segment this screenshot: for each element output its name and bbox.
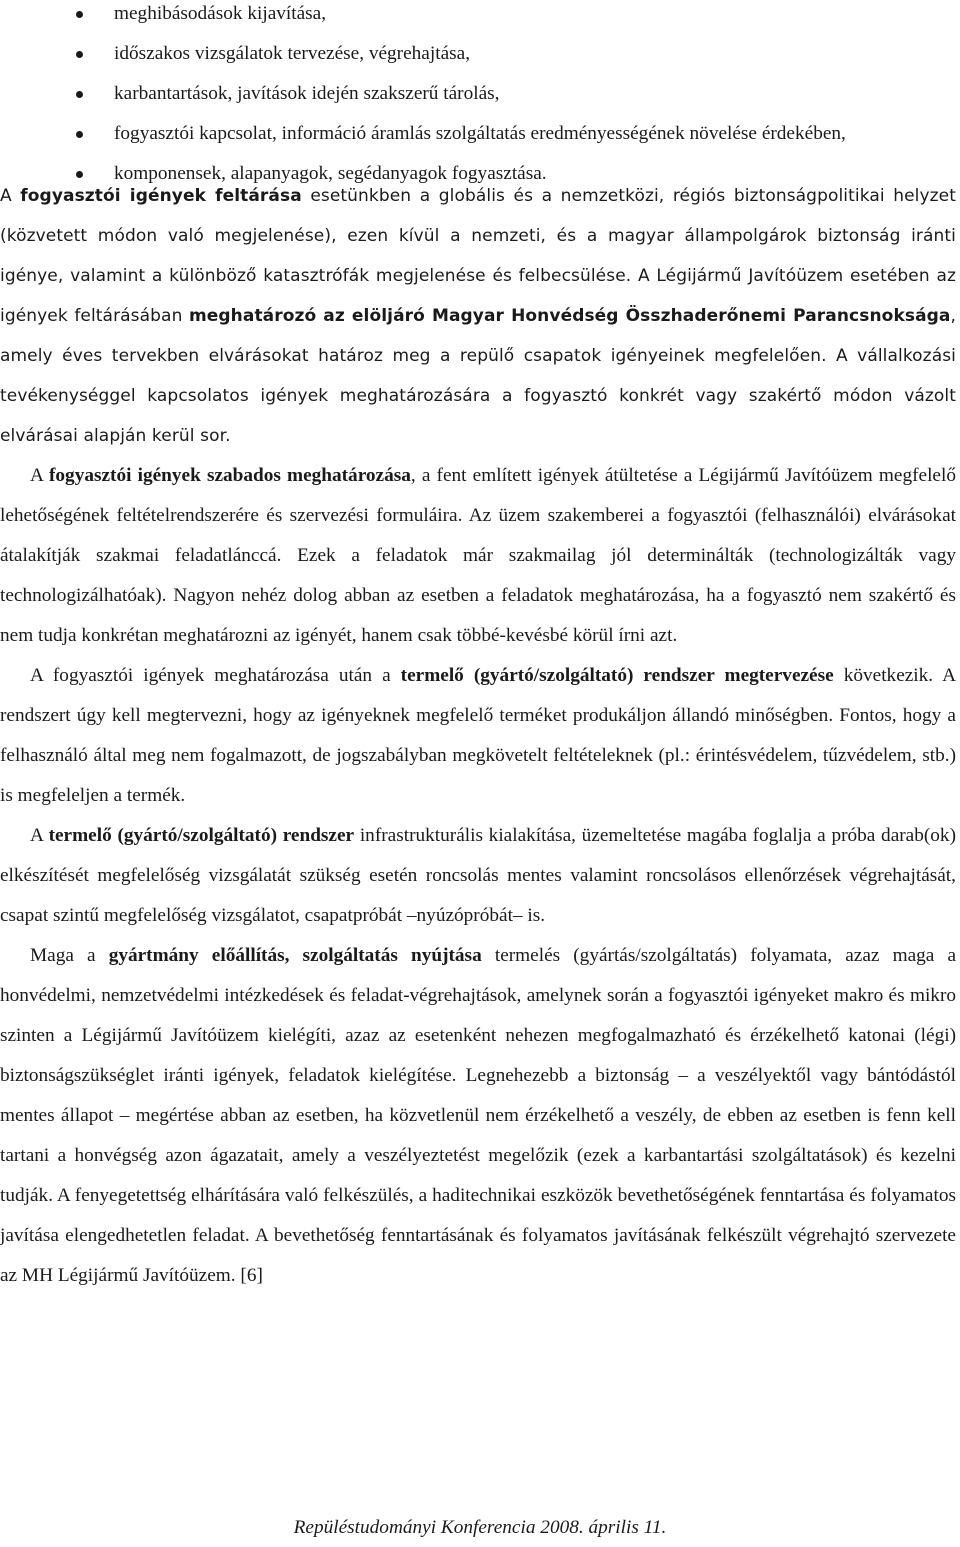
paragraph-manufacturing	[0, 936, 956, 1296]
bold-term: fogyasztói igények feltárása	[20, 186, 302, 206]
bullet-icon	[76, 131, 83, 138]
list-item	[0, 34, 960, 74]
text-run: A fogyasztói igények meghatározása után a	[30, 665, 401, 686]
text-run: termelés (gyártás/szolgáltatás) folyamata, azaz maga a honvédelmi, nemzetvédelmi intézkedések és feladat-végrehajtások, amelynek során a fogyasztói igényeket makro és mikro szinten a Légijármű Javítóüzem kielégíti, azaz az esetenként nehezen megfogalmazható és érzékelhető katonai (légi) biztonságszükséglet iránti igények, feladatok kielégítése. Legnehezebb a biztonság – a veszélyektől vagy bántódástól mentes állapot – megértése abban az esetben, ha közvetlenül nem érzékelhető a veszély, de ebben az esetben is fenn kell tartani a honvégség azon ágazatait, amely a veszélyeztetést megelőzik (ezek a karbantartási szolgáltatások) és kezelni tudják. A fenyegetettség elhárítására való felkészülés, a haditechnikai eszközök bevethetőségének fenntartása és folyamatos javítása elengedhetetlen feladat. A bevethetőség fenntartásának és folyamatos javításának felkészült végrehajtó szervezete az MH Légijármű Javítóüzem. [6]	[0, 945, 956, 1286]
bullet-icon	[76, 91, 83, 98]
bold-term: gyártmány előállítás, szolgáltatás nyújtása	[108, 945, 482, 966]
bullet-icon	[76, 11, 83, 18]
bullet-text: fogyasztói kapcsolat, információ áramlás szolgáltatás eredményességének növelése érdekében,	[114, 123, 846, 144]
bullet-text: komponensek, alapanyagok, segédanyagok fogyasztása.	[114, 163, 547, 184]
bullet-icon	[76, 51, 83, 58]
page-footer	[0, 1513, 960, 1543]
list-item	[0, 114, 960, 154]
list-item	[0, 74, 960, 114]
paragraph-consumer-needs	[0, 176, 956, 456]
paragraph-production-system	[0, 816, 956, 936]
bullet-text: meghibásodások kijavítása,	[114, 3, 327, 24]
text-run: Maga a	[30, 945, 109, 966]
footer-text: Repüléstudományi Konferencia 2008. április 11.	[293, 1517, 667, 1538]
bold-term: termelő (gyártó/szolgáltató) rendszer	[48, 825, 355, 846]
bullet-text: karbantartások, javítások idején szakszerű tárolás,	[114, 83, 500, 104]
paragraph-system-design	[0, 656, 956, 816]
bold-term: meghatározó az elöljáró Magyar Honvédség Összhaderőnemi Parancsnoksága	[188, 306, 951, 326]
list-item	[0, 0, 960, 34]
text-run: következik. A rendszert úgy kell megtervezni, hogy az igényeknek megfelelő terméket produkáljon állandó minőségben. Fontos, hogy a felhasználó által meg nem fogalmazott, de jogszabályban megkövetelt feltételeknek (pl.: érintésvédelem, tűzvédelem, stb.) is megfeleljen a termék.	[0, 665, 957, 806]
paragraph-needs-definition	[0, 456, 956, 656]
text-run: , amely éves tervekben elvárásokat határoz meg a repülő csapatok igényeinek megfelelően. A vállalkozási tevékenységgel kapcsolatos igények meghatározására a fogyasztó konkrét vagy szakértő módon vázolt elvárásai alapján kerül sor.	[0, 306, 956, 446]
text-run: infrastrukturális kialakítása, üzemeltetése magába foglalja a próba darab(ok) elkészítését megfelelőség vizsgálatát szükség esetén roncsolás mentes valamint roncsolásos ellenőrzések végrehajtását, csapat szintű megfelelőség vizsgálatot, csapatpróbát –nyúzópróbát– is.	[0, 825, 956, 926]
bold-term: termelő (gyártó/szolgáltató) rendszer megtervezése	[400, 665, 834, 686]
bold-term: fogyasztói igények szabados meghatározása	[49, 465, 411, 486]
text-run: A	[30, 465, 49, 486]
bullet-text: időszakos vizsgálatok tervezése, végrehajtása,	[114, 43, 471, 64]
bullet-list	[0, 0, 960, 194]
text-run: , a fent említett igények átültetése a Légijármű Javítóüzem megfelelő lehetőségének feltételrendszerére és szervezési formuláira. Az üzem szakemberei a fogyasztói (felhasználói) elvárásokat átalakítják szakmai feladatlánccá. Ezek a feladatok már szakmailag jól determinálták (technologizálták vagy technologizálhatóak). Nagyon nehéz dolog abban az esetben a feladatok meghatározása, ha a fogyasztó nem szakértő és nem tudja konkrétan meghatározni az igényét, hanem csak többé-kevésbé körül írni azt.	[0, 465, 956, 646]
body-text	[0, 176, 956, 1296]
text-run: A	[30, 825, 49, 846]
text-run: esetünkben a globális és a nemzetközi, régiós biztonságpolitikai helyzet (közvetett módon való megjelenése), ezen kívül a nemzeti, és a magyar állampolgárok biztonság iránti igénye, valamint a különböző katasztrófák megjelenése és felbecsülése. A Légijármű Javítóüzem esetében az igények feltárásában	[0, 186, 956, 326]
text-run: A	[0, 186, 21, 206]
